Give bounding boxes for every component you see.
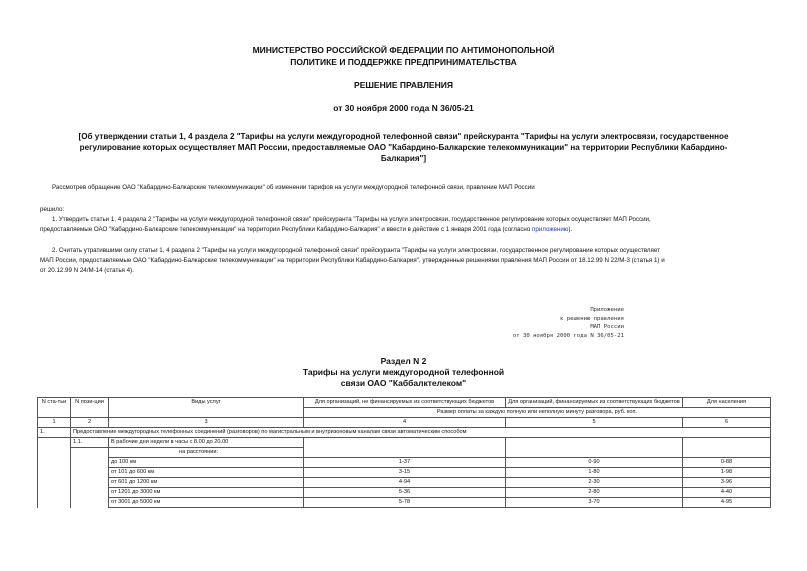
tariff-budget: 1-80 [506, 468, 683, 478]
section-title: Раздел N 2 [380, 356, 427, 366]
document-title-line-2: регулирование которых осуществляет МАП России, предоставляемые ОАО "Кабардино-Балкарские телекоммуникации" на территории Республики Кабардино- [79, 143, 728, 152]
appendix-note [513, 306, 624, 340]
tariff-non-budget: 5-36 [304, 488, 506, 498]
tariff-population: 4-95 [683, 498, 771, 508]
column-number: 3 [109, 418, 304, 428]
table-row [38, 448, 771, 458]
tariff-non-budget: 4-94 [304, 478, 506, 488]
item-2-line-2: МАП России, предоставляемые ОАО "Кабардино-Балкарские телекоммуникации" на территории Республики Кабардино-Балкария", утвержденные решениями правления МАП России от 18.12.99 N 22/М-3 (статья 1) и [40, 257, 665, 264]
article-number: 1. [38, 428, 71, 438]
table-row [38, 438, 771, 448]
table-row [38, 428, 771, 438]
section-subtitle-2: связи ОАО "Каббалктелеком" [340, 378, 467, 388]
item-1-tail: ). [568, 226, 573, 233]
distance-range: от 1201 до 3000 км [109, 488, 304, 498]
preamble: Рассмотрев обращение ОАО "Кабардино-Балкарские телекоммуникации" об изменении тарифов на услуги междугородной телефонной связи, правление МАП России [52, 184, 535, 191]
column-number: 6 [683, 418, 771, 428]
tariff-non-budget: 5-78 [304, 498, 506, 508]
distance-range: от 601 до 1200 км [109, 478, 304, 488]
document-title-line-3: Балкария"] [380, 154, 427, 163]
tariff-budget: 2-80 [506, 488, 683, 498]
appendix-line-2: к решению правления [560, 315, 624, 322]
tariff-budget: 3-70 [506, 498, 683, 508]
item-1-text: предоставляемые ОАО "Кабардино-Балкарские телекоммуникации" на территории Республики Кабардино-Балкария" и ввести в действие с 1 января 2001 года (согласно [40, 226, 531, 233]
header-service-types: Виды услуг [109, 398, 304, 418]
appendix-line-4: от 30 ноября 2000 года N 36/05-21 [512, 332, 624, 339]
column-number: 5 [506, 418, 683, 428]
position-description: В рабочие дни недели в часы с 8.00 до 20.00 [109, 438, 304, 448]
distance-label: на расстоянии: [109, 448, 304, 458]
position-number: 1.1. [71, 438, 109, 448]
column-number: 2 [71, 418, 109, 428]
ministry-line-2: ПОЛИТИКЕ И ПОДДЕРЖКЕ ПРЕДПРИНИМАТЕЛЬСТВА [290, 57, 517, 67]
column-number: 1 [38, 418, 71, 428]
distance-range: от 3001 до 5000 км [109, 498, 304, 508]
tariff-population: 4-40 [683, 488, 771, 498]
item-1-line-1: 1. Утвердить статьи 1, 4 раздела 2 "Тарифы на услуги междугородной телефонной связи" прейскуранта "Тарифы на услуги электросвязи, государственное регулирование которых осуществляет МАП России, [52, 216, 651, 223]
tariff-table [37, 397, 771, 508]
tariff-population: 0-88 [683, 458, 771, 468]
tariff-population: 3-96 [683, 478, 771, 488]
distance-range: до 100 км [109, 458, 304, 468]
distance-range: от 101 до 600 км [109, 468, 304, 478]
table-header-row [38, 398, 771, 408]
header-position-number: N пози-ции [71, 398, 109, 418]
item-1-line-2 [40, 225, 572, 235]
header-article-number: N ста-тьи [38, 398, 71, 418]
table-row [38, 468, 771, 478]
table-row [38, 498, 771, 508]
item-2-line-1: 2. Считать утратившими силу статьи 1, 4 раздела 2 "Тарифы на услуги междугородной телефонной связи" прейскуранта "Тарифы на услуги электросвязи, государственное регулирование которых осуществляет [52, 247, 660, 254]
appendix-link[interactable]: приложению [532, 226, 569, 233]
header-budget-orgs: Для организаций, финансируемых из соответствующих бюджетов [506, 398, 683, 408]
header-population: Для населения [683, 398, 771, 408]
table-row [38, 488, 771, 498]
document-title-line-1: [Об утверждении статьи 1, 4 раздела 2 "Тарифы на услуги междугородной телефонной связи" прейскуранта "Тарифы на услуги электросвязи, государственное [78, 132, 729, 141]
ministry-line-1: МИНИСТЕРСТВО РОССИЙСКОЙ ФЕДЕРАЦИИ ПО АНТИМОНОПОЛЬНОЙ [252, 45, 555, 55]
tariff-non-budget: 1-37 [304, 458, 506, 468]
table-row [38, 458, 771, 468]
article-description: Предоставление междугородных телефонных соединений (разговоров) по магистральным и внутризоновым каналам связи автоматическим способом [71, 428, 771, 438]
table-row [38, 478, 771, 488]
section-subtitle-1: Тарифы на услуги междугородной телефонной [302, 367, 505, 377]
table-column-numbers-row [38, 418, 771, 428]
decision-date: от 30 ноября 2000 года N 36/05-21 [333, 103, 474, 113]
column-number: 4 [304, 418, 506, 428]
appendix-line-3: МАП России [590, 324, 624, 331]
appendix-line-1: Приложение [590, 307, 624, 313]
item-2-line-3: от 20.12.99 N 24/М-14 (статья 4). [40, 267, 134, 274]
tariff-budget: 2-30 [506, 478, 683, 488]
header-non-budget-orgs: Для организаций, не финансируемых из соответствующих бюджетов [304, 398, 506, 408]
tariff-population: 1-98 [683, 468, 771, 478]
decision-heading: РЕШЕНИЕ ПРАВЛЕНИЯ [354, 80, 453, 90]
tariff-non-budget: 3-15 [304, 468, 506, 478]
header-unit: Размер оплаты за каждую полную или неполную минуту разговора, руб. коп. [304, 408, 771, 418]
decided-label: решило: [40, 206, 65, 213]
tariff-budget: 0-90 [506, 458, 683, 468]
